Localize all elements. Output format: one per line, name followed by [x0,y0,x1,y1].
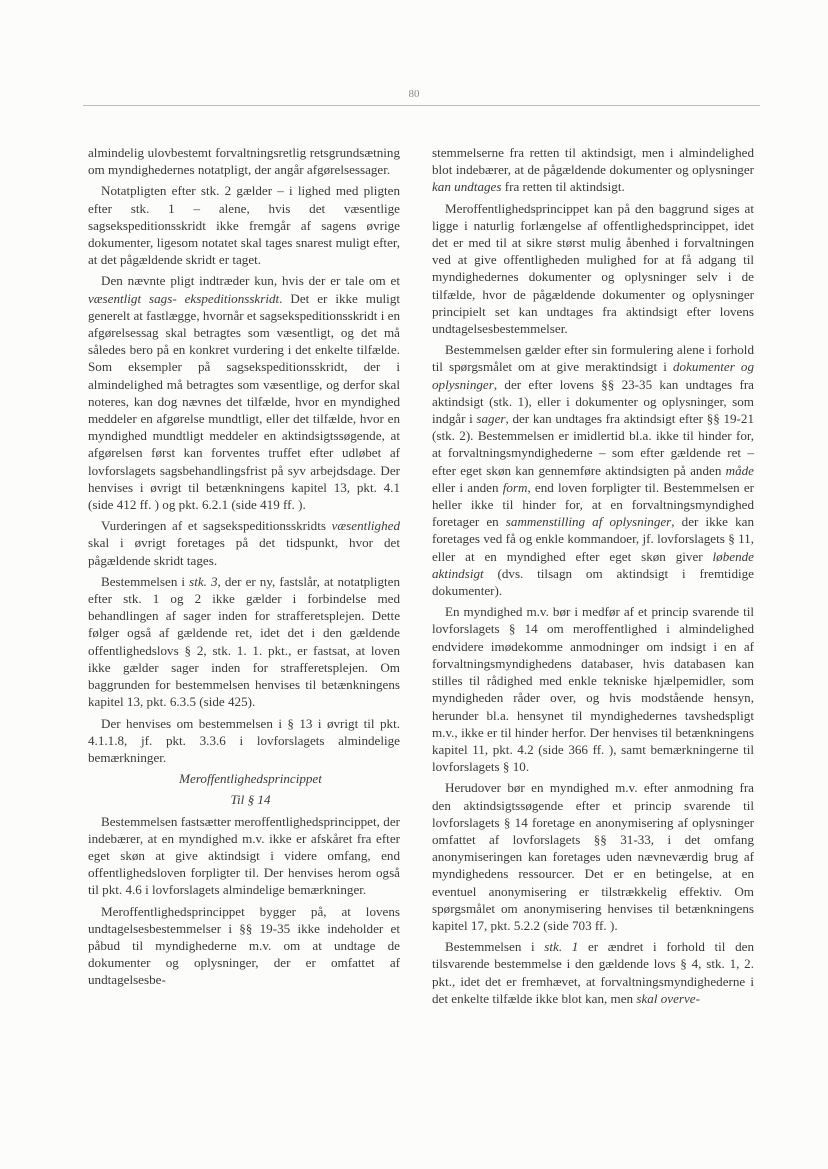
page-number: 80 [408,88,420,100]
paragraph: almindelig ulovbestemt forvaltningsretlig retsgrundsætning om myndighedernes notatpligt, der angår afgørelsessager. [88,145,400,178]
paragraph: Vurderingen af et sagsekspeditionsskridts væsentlighed skal i øvrigt foretages på det tidspunkt, hvor det pågældende skridt tages. [88,518,400,568]
paragraph: Bestemmelsen fastsætter meroffentlighedsprincippet, der indebærer, at en myndighed m.v. ikke er afskåret fra efter eget skøn at give aktindsigt i videre omfang, end offentlighedsloven forpligter til. Der henvises herom også til pkt. 4.6 i lovforslagets almindelige bemærkninger. [88,813,400,898]
section-heading: Meroffentlighedsprincippet [179,771,322,787]
paragraph: Den nævnte pligt indtræder kun, hvis der er tale om et væsentligt sags- ekspeditionsskridt. Det er ikke muligt generelt at fastlægge, hvornår et sagsekspeditionsskridt i en afgørelsessag skal betragtes som væsentligt, og det må således bero på en konkret vurdering i det enkelte tilfælde. Som eksempler på sagsekspeditionsskridt, der i almindelighed må betragtes som væsentlige, og derfor skal noteres, kan dog nævnes det tilfælde, hvor en myndighed meddeler en afgørelse mundtligt, eller det tilfælde, hvor en myndighed mundtligt meddeler en aktindsigtssøgende, at afgørelsen først kan forventes truffet efter udløbet af lovforslagets sagsbehandlingsfrist på syv arbejdsdage. Der henvises i øvrigt til betænkningens kapitel 13, pkt. 4.1 (side 412 ff. ) og pkt. 6.2.1 (side 419 ff. ). [88,273,400,513]
paragraph: Meroffentlighedsprincippet bygger på, at lovens undtagelsesbestemmelser i §§ 19-35 ikke indeholder et påbud til myndighederne m.v. om at undtage de dokumenter og oplysninger, der er omfattet af undtagelsesbe- [88,903,400,988]
paragraph: Bestemmelsen gælder efter sin formulering alene i forhold til spørgsmålet om at give meraktindsigt i dokumenter og oplysninger, der efter lovens §§ 23-35 kan undtages fra aktindsigt (stk. 1), eller i dokumenter og oplysninger, som indgår i sager, der kan undtages fra aktindsigt efter §§ 19-21 (stk. 2). Bestemmelsen er imidlertid bl.a. ikke til hinder for, at forvaltningsmyndighederne – som efter gældende ret – efter eget skøn kan gennemføre aktindsigten på anden måde eller i anden form, end loven forpligter til. Bestemmelsen er heller ikke til hinder for, at en forvaltningsmyndighed foretager en sammenstilling af oplysninger, der ikke kan foretages ved få og enkle kommandoer, jf. lovforslagets § 11, eller at en myndighed efter eget skøn giver løbende aktindsigt (dvs. tilsagn om aktindsigt i fremtidige dokumenter). [432,342,755,599]
left-column [88,144,400,993]
header-rule [83,105,760,106]
paragraph: stemmelserne fra retten til aktindsigt, men i almindelighed blot indebærer, at de pågældende dokumenter og oplysninger kan undtages fra retten til aktindsigt. [432,145,754,195]
subsection-heading: Til § 14 [230,792,271,808]
paragraph: Notatpligten efter stk. 2 gælder – i lighed med pligten efter stk. 1 – alene, hvis det væsentlige sagsekspeditionsskridt ikke fremgår af sagens øvrige dokumenter, ligesom notatet skal tages snarest muligt efter, at det pågældende skridt er taget. [88,183,400,268]
paragraph: Herudover bør en myndighed m.v. efter anmodning fra den aktindsigtssøgende efter et princip svarende til lovforslagets § 14 foretage en anonymisering af oplysninger omfattet af lovforslagets §§ 31-33, i det omfang anonymiseringen kan foretages uden nævneværdig brug af myndighedens ressourcer. Det er en betingelse, at en eventuel anonymisering er tilstrækkelig effektiv. Om spørgsmålet om anonymisering henvises til betænkningens kapitel 17, pkt. 5.2.2 (side 703 ff. ). [432,780,754,933]
paragraph: En myndighed m.v. bør i medfør af et princip svarende til lovforslagets § 14 om meroffentlighed i almindelighed endvidere imødekomme anmodninger om indsigt i en af forvaltningsmyndighedens databaser, hvis databasen kan stilles til rådighed med enkle tekniske hjælpemidler, som myndigheden råder over, og hvis modstående hensyn, herunder bl.a. hensynet til myndighedernes tavshedspligt m.v., ikke er til hinder herfor. Der henvises til betænkningens kapitel 11, pkt. 4.2 (side 366 ff. ), samt bemærkningerne til lovforslagets § 10. [432,604,754,775]
paragraph: Bestemmelsen i stk. 3, der er ny, fastslår, at notatpligten efter stk. 1 og 2 ikke gælder i forbindelse med behandlingen af sager inden for strafferetsplejen. Dette følger også af gældende ret, idet det i den gældende offentlighedslovs § 2, stk. 1. 1. pkt., er fastsat, at loven ikke gælder sager inden for strafferetsplejen. Om baggrunden for bestemmelsen henvises til betænkningens kapitel 13, pkt. 6.3.5 (side 425). [88,573,400,710]
paragraph: Bestemmelsen i stk. 1 er ændret i forhold til den tilsvarende bestemmelse i den gældende lovs § 4, stk. 1, 2. pkt., idet det er fremhævet, at forvaltningsmyndighederne i det enkelte tilfælde ikke blot kan, men skal overve- [432,939,754,1006]
paragraph: Meroffentlighedsprincippet kan på den baggrund siges at ligge i naturlig forlængelse af offentlighedsprincippet, idet det er med til at sikre størst mulig åbenhed i forvaltningen ved at give offentligheden mulighed for at få adgang til myndighedernes dokumenter og oplysninger selv i de tilfælde, hvor de pågældende dokumenter og oplysninger principielt set kan undtages fra aktindsigt efter lovens undtagelsesbestemmelser. [432,200,754,337]
paragraph: Der henvises om bestemmelsen i § 13 i øvrigt til pkt. 4.1.1.8, jf. pkt. 3.3.6 i lovforslagets almindelige bemærkninger. [88,715,400,765]
right-column [432,144,754,1011]
